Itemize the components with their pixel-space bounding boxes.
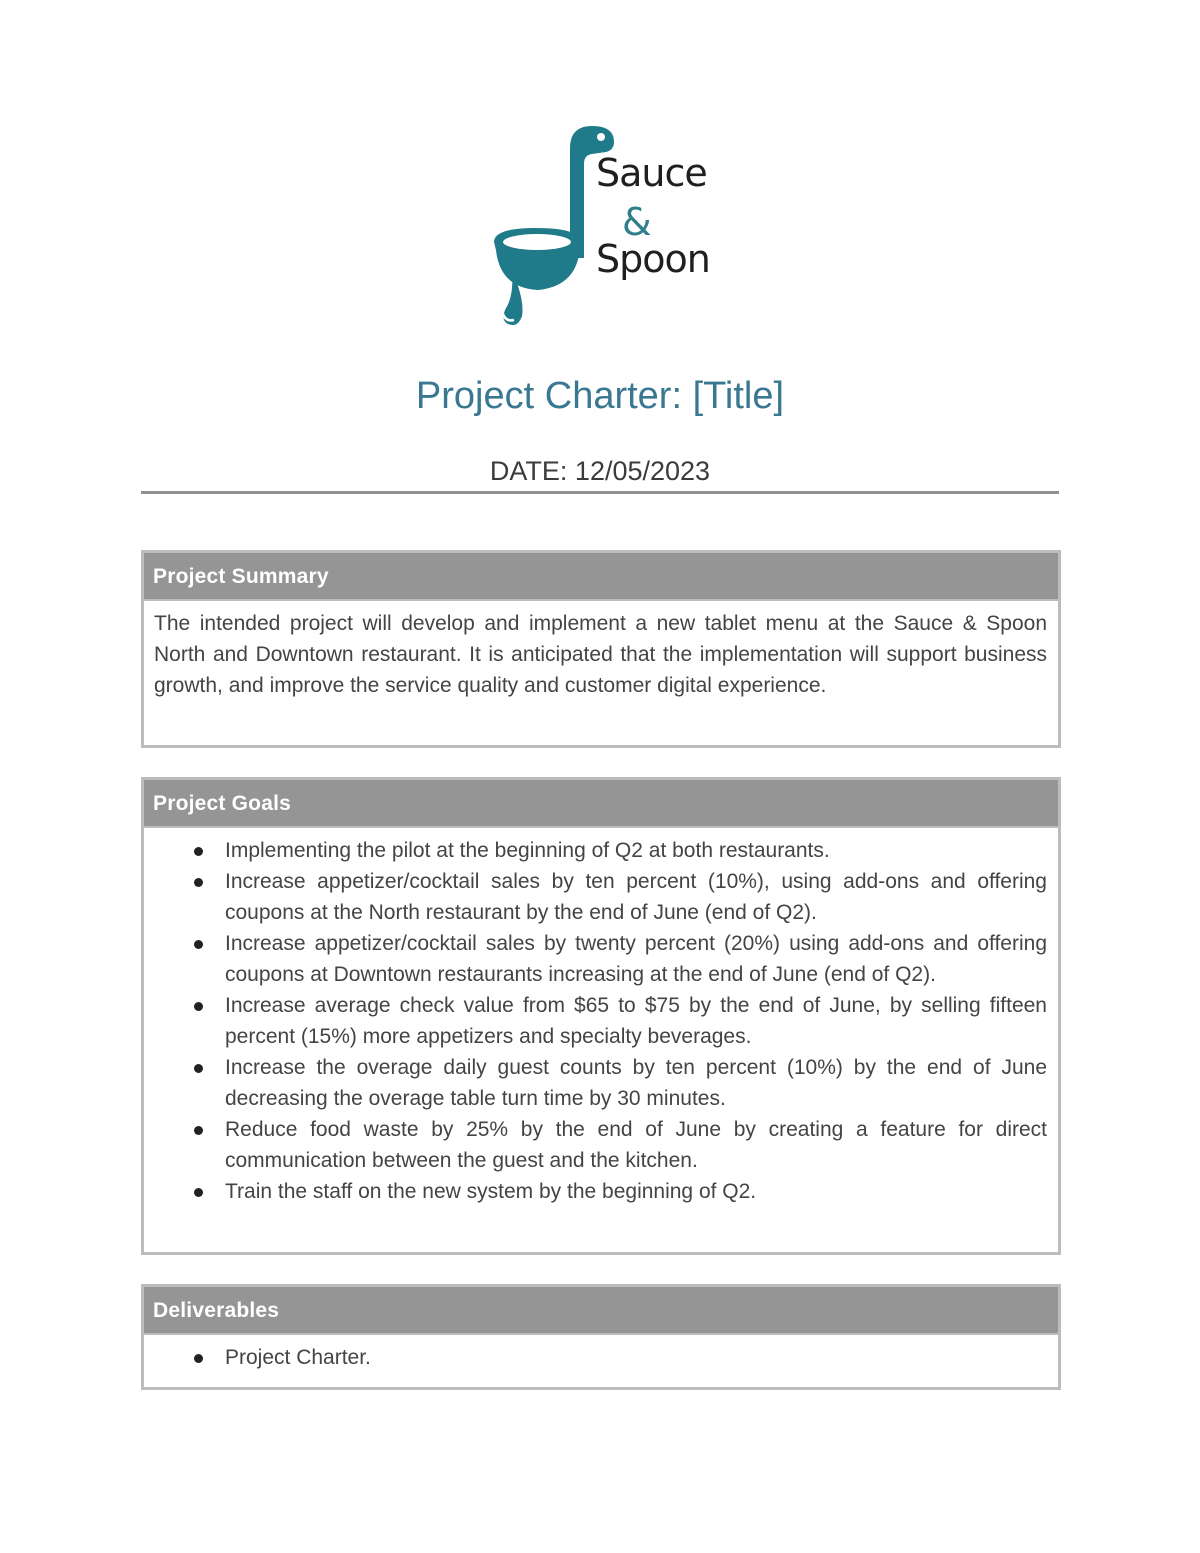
project-summary-heading: Project Summary (144, 553, 1058, 601)
project-summary-text: The intended project will develop and implement a new tablet menu at the Sauce & Spoon North and Downtown restaurant. It is anticipated that the implementation will support business growth, and improve the service quality and customer digital experience. (154, 612, 1047, 697)
goal-text: Reduce food waste by 25% by the end of June by creating a feature for direct communication between the guest and the kitchen. (225, 1118, 1047, 1172)
logo-text-ampersand: & (622, 200, 651, 244)
deliverable-text: Project Charter. (225, 1346, 371, 1369)
goal-text: Increase the overage daily guest counts by ten percent (10%) by the end of June decreasing the overage table turn time by 30 minutes. (225, 1056, 1047, 1110)
bullet-icon (194, 1002, 203, 1011)
list-item (154, 1114, 1047, 1176)
deliverables-section (141, 1284, 1061, 1390)
header-divider (141, 491, 1059, 494)
goal-text: Train the staff on the new system by the beginning of Q2. (225, 1180, 757, 1203)
bullet-icon (194, 940, 203, 949)
deliverables-body (144, 1335, 1058, 1385)
logo-text-sauce: Sauce (596, 151, 707, 195)
list-item (154, 1342, 1047, 1373)
page-title: Project Charter: [Title] (415, 375, 785, 417)
sauce-and-spoon-logo (488, 118, 708, 333)
bullet-icon (194, 878, 203, 887)
logo-text-spoon: Spoon (596, 237, 710, 281)
goal-text: Increase average check value from $65 to $75 by the end of June, by selling fifteen percent (15%) more appetizers and specialty beverages. (225, 994, 1047, 1048)
project-goals-section (141, 777, 1061, 1255)
list-item (154, 866, 1047, 928)
goal-text: Increase appetizer/cocktail sales by ten percent (10%), using add-ons and offering coupons at the North restaurant by the end of June (end of Q2). (225, 870, 1047, 924)
document-date: DATE: 12/05/2023 (489, 456, 711, 486)
bullet-icon (194, 1188, 203, 1197)
list-item (154, 835, 1047, 866)
bullet-icon (194, 1064, 203, 1073)
list-item (154, 928, 1047, 990)
project-goals-body (144, 828, 1058, 1219)
list-item (154, 990, 1047, 1052)
project-goals-list (154, 835, 1047, 1207)
deliverables-heading: Deliverables (144, 1287, 1058, 1335)
bullet-icon (194, 1354, 203, 1363)
project-summary-section (141, 550, 1061, 748)
list-item (154, 1176, 1047, 1207)
bullet-icon (194, 847, 203, 856)
project-goals-heading: Project Goals (144, 780, 1058, 828)
bullet-icon (194, 1126, 203, 1135)
deliverables-list (154, 1342, 1047, 1373)
list-item (154, 1052, 1047, 1114)
goal-text: Increase appetizer/cocktail sales by twenty percent (20%) using add-ons and offering coupons at Downtown restaurants increasing at the end of June (end of Q2). (225, 932, 1047, 986)
goal-text: Implementing the pilot at the beginning of Q2 at both restaurants. (225, 839, 830, 862)
